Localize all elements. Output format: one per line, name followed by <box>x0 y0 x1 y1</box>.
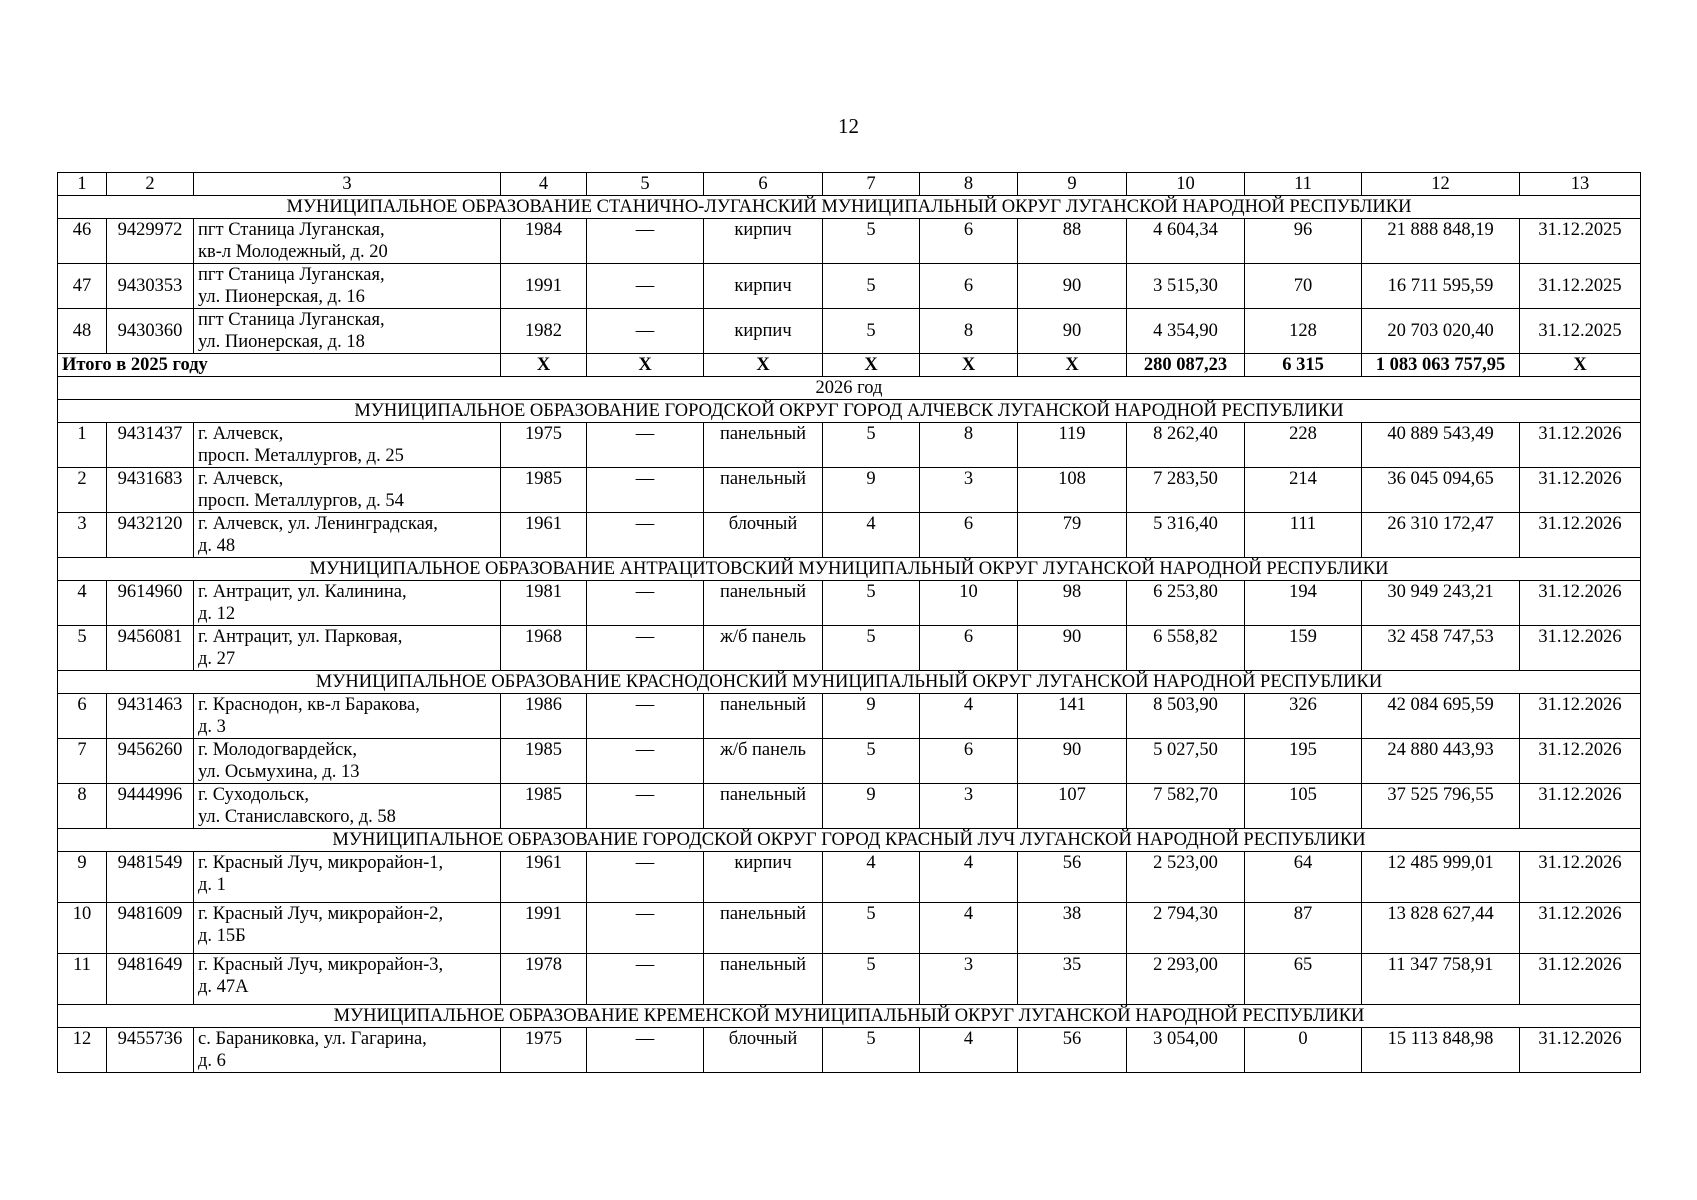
residents: 87 <box>1245 903 1362 954</box>
address-line-2: д. 12 <box>198 604 236 624</box>
section-header-row <box>58 671 1641 694</box>
deadline: 31.12.2026 <box>1520 784 1641 829</box>
entrances: 6 <box>920 264 1018 309</box>
address-line-1: г. Суходольск, <box>198 785 310 805</box>
wall-material: кирпич <box>704 219 823 264</box>
address-line-2: ул. Пионерская, д. 16 <box>198 287 365 307</box>
row-number: 48 <box>58 309 107 354</box>
apartments: 108 <box>1018 468 1127 513</box>
section-title: МУНИЦИПАЛЬНОЕ ОБРАЗОВАНИЕ ГОРОДСКОЙ ОКРУГ ГОРОД АЛЧЕВСК ЛУГАНСКОЙ НАРОДНОЙ РЕСПУБЛИКИ <box>58 400 1641 423</box>
built-year: 1982 <box>501 309 587 354</box>
reconstruction-year: — <box>587 219 704 264</box>
residents: 111 <box>1245 513 1362 558</box>
address <box>194 309 501 354</box>
cost: 36 045 094,65 <box>1362 468 1520 513</box>
reconstruction-year: — <box>587 784 704 829</box>
address-line-2: просп. Металлургов, д. 25 <box>198 446 404 466</box>
address-line-2: ул. Осьмухина, д. 13 <box>198 762 360 782</box>
building-id: 9614960 <box>107 581 194 626</box>
area: 3 054,00 <box>1127 1028 1245 1073</box>
address-line-1: г. Алчевск, <box>198 424 284 444</box>
building-id: 9430353 <box>107 264 194 309</box>
apartments: 88 <box>1018 219 1127 264</box>
total-cell: X <box>587 354 704 377</box>
row-number: 4 <box>58 581 107 626</box>
total-cell: X <box>1520 354 1641 377</box>
address <box>194 513 501 558</box>
deadline: 31.12.2026 <box>1520 903 1641 954</box>
floors: 9 <box>823 784 920 829</box>
column-number: 10 <box>1127 173 1245 196</box>
column-number: 9 <box>1018 173 1127 196</box>
table-row <box>58 626 1641 671</box>
reconstruction-year: — <box>587 694 704 739</box>
residents: 70 <box>1245 264 1362 309</box>
area: 2 794,30 <box>1127 903 1245 954</box>
entrances: 4 <box>920 1028 1018 1073</box>
entrances: 8 <box>920 309 1018 354</box>
row-number: 6 <box>58 694 107 739</box>
wall-material: панельный <box>704 581 823 626</box>
residents: 65 <box>1245 954 1362 1005</box>
apartments: 98 <box>1018 581 1127 626</box>
row-number: 10 <box>58 903 107 954</box>
total-cell: X <box>501 354 587 377</box>
deadline: 31.12.2026 <box>1520 739 1641 784</box>
residents: 214 <box>1245 468 1362 513</box>
reconstruction-year: — <box>587 468 704 513</box>
built-year: 1986 <box>501 694 587 739</box>
total-cell: X <box>920 354 1018 377</box>
address <box>194 903 501 954</box>
table-row <box>58 264 1641 309</box>
table-row <box>58 903 1641 954</box>
residents: 96 <box>1245 219 1362 264</box>
built-year: 1975 <box>501 1028 587 1073</box>
building-id: 9456081 <box>107 626 194 671</box>
floors: 9 <box>823 468 920 513</box>
residents: 0 <box>1245 1028 1362 1073</box>
address-line-1: г. Красный Луч, микрорайон-1, <box>198 853 444 873</box>
deadline: 31.12.2026 <box>1520 626 1641 671</box>
address-line-2: д. 47А <box>198 977 249 997</box>
area: 6 558,82 <box>1127 626 1245 671</box>
address-line-1: г. Алчевск, <box>198 469 284 489</box>
address-line-2: д. 1 <box>198 875 226 895</box>
wall-material: панельный <box>704 423 823 468</box>
apartments: 90 <box>1018 739 1127 784</box>
floors: 5 <box>823 581 920 626</box>
section-title: 2026 год <box>58 377 1641 400</box>
reconstruction-year: — <box>587 903 704 954</box>
address-line-1: пгт Станица Луганская, <box>198 265 385 285</box>
address-line-2: ул. Станиславского, д. 58 <box>198 807 396 827</box>
address-line-2: д. 3 <box>198 717 226 737</box>
building-id: 9456260 <box>107 739 194 784</box>
address-line-1: г. Антрацит, ул. Калинина, <box>198 582 407 602</box>
wall-material: ж/б панель <box>704 739 823 784</box>
table-row <box>58 309 1641 354</box>
floors: 5 <box>823 423 920 468</box>
building-id: 9430360 <box>107 309 194 354</box>
cost: 21 888 848,19 <box>1362 219 1520 264</box>
built-year: 1961 <box>501 852 587 903</box>
apartments: 56 <box>1018 1028 1127 1073</box>
address <box>194 694 501 739</box>
cost: 30 949 243,21 <box>1362 581 1520 626</box>
table-row <box>58 219 1641 264</box>
building-id: 9431683 <box>107 468 194 513</box>
table-row <box>58 784 1641 829</box>
deadline: 31.12.2026 <box>1520 1028 1641 1073</box>
column-number: 11 <box>1245 173 1362 196</box>
area: 4 604,34 <box>1127 219 1245 264</box>
column-number: 3 <box>194 173 501 196</box>
area: 6 253,80 <box>1127 581 1245 626</box>
entrances: 4 <box>920 903 1018 954</box>
column-number: 13 <box>1520 173 1641 196</box>
area: 7 283,50 <box>1127 468 1245 513</box>
column-number-row <box>58 173 1641 196</box>
area: 5 027,50 <box>1127 739 1245 784</box>
table-row <box>58 694 1641 739</box>
row-number: 9 <box>58 852 107 903</box>
building-id: 9429972 <box>107 219 194 264</box>
floors: 5 <box>823 739 920 784</box>
residents: 326 <box>1245 694 1362 739</box>
residents: 64 <box>1245 852 1362 903</box>
row-number: 46 <box>58 219 107 264</box>
section-title: МУНИЦИПАЛЬНОЕ ОБРАЗОВАНИЕ АНТРАЦИТОВСКИЙ МУНИЦИПАЛЬНЫЙ ОКРУГ ЛУГАНСКОЙ НАРОДНОЙ РЕСПУБЛИКИ <box>58 558 1641 581</box>
deadline: 31.12.2025 <box>1520 264 1641 309</box>
section-header-row <box>58 196 1641 219</box>
address <box>194 219 501 264</box>
entrances: 3 <box>920 954 1018 1005</box>
address-line-1: г. Молодогвардейск, <box>198 740 358 760</box>
address-line-1: с. Бараниковка, ул. Гагарина, <box>198 1029 427 1049</box>
cost: 15 113 848,98 <box>1362 1028 1520 1073</box>
row-number: 11 <box>58 954 107 1005</box>
row-number: 7 <box>58 739 107 784</box>
entrances: 6 <box>920 219 1018 264</box>
building-id: 9481609 <box>107 903 194 954</box>
cost: 12 485 999,01 <box>1362 852 1520 903</box>
total-label: Итого в 2025 году <box>58 354 501 377</box>
area: 2 293,00 <box>1127 954 1245 1005</box>
address-line-1: пгт Станица Луганская, <box>198 310 385 330</box>
address-line-1: г. Антрацит, ул. Парковая, <box>198 627 403 647</box>
building-id: 9432120 <box>107 513 194 558</box>
total-cell: 280 087,23 <box>1127 354 1245 377</box>
total-cell: 1 083 063 757,95 <box>1362 354 1520 377</box>
wall-material: панельный <box>704 784 823 829</box>
area: 8 503,90 <box>1127 694 1245 739</box>
column-number: 8 <box>920 173 1018 196</box>
address-line-2: д. 27 <box>198 649 236 669</box>
row-number: 5 <box>58 626 107 671</box>
deadline: 31.12.2026 <box>1520 468 1641 513</box>
apartments: 119 <box>1018 423 1127 468</box>
building-id: 9481549 <box>107 852 194 903</box>
wall-material: блочный <box>704 513 823 558</box>
column-number: 2 <box>107 173 194 196</box>
building-id: 9431437 <box>107 423 194 468</box>
cost: 42 084 695,59 <box>1362 694 1520 739</box>
page-number: 12 <box>838 114 859 138</box>
floors: 5 <box>823 219 920 264</box>
table-row <box>58 513 1641 558</box>
table-row <box>58 581 1641 626</box>
apartments: 90 <box>1018 626 1127 671</box>
address-line-1: г. Краснодон, кв-л Баракова, <box>198 695 420 715</box>
table-body <box>58 173 1641 1073</box>
built-year: 1975 <box>501 423 587 468</box>
row-number: 3 <box>58 513 107 558</box>
table-row <box>58 423 1641 468</box>
reconstruction-year: — <box>587 581 704 626</box>
wall-material: панельный <box>704 694 823 739</box>
reconstruction-year: — <box>587 852 704 903</box>
cost: 37 525 796,55 <box>1362 784 1520 829</box>
deadline: 31.12.2026 <box>1520 954 1641 1005</box>
cost: 40 889 543,49 <box>1362 423 1520 468</box>
reconstruction-year: — <box>587 739 704 784</box>
entrances: 6 <box>920 626 1018 671</box>
address-line-2: д. 48 <box>198 536 236 556</box>
deadline: 31.12.2026 <box>1520 423 1641 468</box>
cost: 16 711 595,59 <box>1362 264 1520 309</box>
building-id: 9455736 <box>107 1028 194 1073</box>
wall-material: блочный <box>704 1028 823 1073</box>
wall-material: панельный <box>704 903 823 954</box>
wall-material: панельный <box>704 954 823 1005</box>
housing-registry-table <box>57 172 1641 1073</box>
total-cell: X <box>1018 354 1127 377</box>
area: 3 515,30 <box>1127 264 1245 309</box>
table-row <box>58 468 1641 513</box>
built-year: 1985 <box>501 784 587 829</box>
column-number: 6 <box>704 173 823 196</box>
reconstruction-year: — <box>587 423 704 468</box>
residents: 128 <box>1245 309 1362 354</box>
cost: 20 703 020,40 <box>1362 309 1520 354</box>
apartments: 90 <box>1018 264 1127 309</box>
building-id: 9431463 <box>107 694 194 739</box>
deadline: 31.12.2026 <box>1520 513 1641 558</box>
row-number: 1 <box>58 423 107 468</box>
apartments: 35 <box>1018 954 1127 1005</box>
table-row <box>58 852 1641 903</box>
wall-material: кирпич <box>704 309 823 354</box>
built-year: 1978 <box>501 954 587 1005</box>
section-title: МУНИЦИПАЛЬНОЕ ОБРАЗОВАНИЕ СТАНИЧНО-ЛУГАНСКИЙ МУНИЦИПАЛЬНЫЙ ОКРУГ ЛУГАНСКОЙ НАРОДНОЙ РЕСПУБЛИКИ <box>58 196 1641 219</box>
address-line-2: кв-л Молодежный, д. 20 <box>198 242 388 262</box>
residents: 105 <box>1245 784 1362 829</box>
floors: 5 <box>823 309 920 354</box>
address <box>194 1028 501 1073</box>
area: 7 582,70 <box>1127 784 1245 829</box>
entrances: 4 <box>920 852 1018 903</box>
floors: 9 <box>823 694 920 739</box>
built-year: 1991 <box>501 264 587 309</box>
apartments: 38 <box>1018 903 1127 954</box>
column-number: 4 <box>501 173 587 196</box>
entrances: 6 <box>920 739 1018 784</box>
cost: 32 458 747,53 <box>1362 626 1520 671</box>
area: 8 262,40 <box>1127 423 1245 468</box>
table-row <box>58 954 1641 1005</box>
deadline: 31.12.2025 <box>1520 309 1641 354</box>
total-cell: 6 315 <box>1245 354 1362 377</box>
address-line-1: г. Красный Луч, микрорайон-2, <box>198 904 444 924</box>
entrances: 10 <box>920 581 1018 626</box>
reconstruction-year: — <box>587 513 704 558</box>
total-row <box>58 354 1641 377</box>
address <box>194 784 501 829</box>
cost: 24 880 443,93 <box>1362 739 1520 784</box>
apartments: 79 <box>1018 513 1127 558</box>
reconstruction-year: — <box>587 309 704 354</box>
table-row <box>58 1028 1641 1073</box>
building-id: 9481649 <box>107 954 194 1005</box>
entrances: 3 <box>920 784 1018 829</box>
wall-material: кирпич <box>704 852 823 903</box>
deadline: 31.12.2026 <box>1520 694 1641 739</box>
floors: 5 <box>823 954 920 1005</box>
section-header-row <box>58 558 1641 581</box>
floors: 5 <box>823 1028 920 1073</box>
built-year: 1985 <box>501 739 587 784</box>
section-title: МУНИЦИПАЛЬНОЕ ОБРАЗОВАНИЕ КРАСНОДОНСКИЙ МУНИЦИПАЛЬНЫЙ ОКРУГ ЛУГАНСКОЙ НАРОДНОЙ РЕСПУБЛИКИ <box>58 671 1641 694</box>
residents: 228 <box>1245 423 1362 468</box>
floors: 5 <box>823 264 920 309</box>
cost: 26 310 172,47 <box>1362 513 1520 558</box>
floors: 4 <box>823 513 920 558</box>
reconstruction-year: — <box>587 264 704 309</box>
floors: 4 <box>823 852 920 903</box>
table-row <box>58 739 1641 784</box>
section-header-row <box>58 829 1641 852</box>
deadline: 31.12.2026 <box>1520 581 1641 626</box>
total-cell: X <box>704 354 823 377</box>
residents: 194 <box>1245 581 1362 626</box>
section-header-row <box>58 400 1641 423</box>
residents: 195 <box>1245 739 1362 784</box>
reconstruction-year: — <box>587 1028 704 1073</box>
address-line-2: д. 15Б <box>198 926 246 946</box>
address <box>194 739 501 784</box>
entrances: 8 <box>920 423 1018 468</box>
address-line-1: пгт Станица Луганская, <box>198 220 385 240</box>
apartments: 141 <box>1018 694 1127 739</box>
column-number: 5 <box>587 173 704 196</box>
address <box>194 581 501 626</box>
residents: 159 <box>1245 626 1362 671</box>
section-header-row <box>58 1005 1641 1028</box>
apartments: 90 <box>1018 309 1127 354</box>
wall-material: ж/б панель <box>704 626 823 671</box>
built-year: 1991 <box>501 903 587 954</box>
reconstruction-year: — <box>587 626 704 671</box>
area: 5 316,40 <box>1127 513 1245 558</box>
cost: 11 347 758,91 <box>1362 954 1520 1005</box>
floors: 5 <box>823 903 920 954</box>
section-title: МУНИЦИПАЛЬНОЕ ОБРАЗОВАНИЕ КРЕМЕНСКОЙ МУНИЦИПАЛЬНЫЙ ОКРУГ ЛУГАНСКОЙ НАРОДНОЙ РЕСПУБЛИКИ <box>58 1005 1641 1028</box>
building-id: 9444996 <box>107 784 194 829</box>
area: 2 523,00 <box>1127 852 1245 903</box>
entrances: 3 <box>920 468 1018 513</box>
address <box>194 468 501 513</box>
apartments: 56 <box>1018 852 1127 903</box>
row-number: 2 <box>58 468 107 513</box>
address-line-2: просп. Металлургов, д. 54 <box>198 491 404 511</box>
total-cell: X <box>823 354 920 377</box>
column-number: 12 <box>1362 173 1520 196</box>
built-year: 1984 <box>501 219 587 264</box>
section-title: МУНИЦИПАЛЬНОЕ ОБРАЗОВАНИЕ ГОРОДСКОЙ ОКРУГ ГОРОД КРАСНЫЙ ЛУЧ ЛУГАНСКОЙ НАРОДНОЙ РЕСПУБЛИКИ <box>58 829 1641 852</box>
entrances: 6 <box>920 513 1018 558</box>
address-line-2: д. 6 <box>198 1051 226 1071</box>
row-number: 12 <box>58 1028 107 1073</box>
address-line-1: г. Красный Луч, микрорайон-3, <box>198 955 444 975</box>
row-number: 8 <box>58 784 107 829</box>
built-year: 1985 <box>501 468 587 513</box>
row-number: 47 <box>58 264 107 309</box>
deadline: 31.12.2026 <box>1520 852 1641 903</box>
address-line-1: г. Алчевск, ул. Ленинградская, <box>198 514 438 534</box>
built-year: 1968 <box>501 626 587 671</box>
entrances: 4 <box>920 694 1018 739</box>
address-line-2: ул. Пионерская, д. 18 <box>198 332 365 352</box>
built-year: 1961 <box>501 513 587 558</box>
address <box>194 852 501 903</box>
address <box>194 264 501 309</box>
wall-material: панельный <box>704 468 823 513</box>
section-header-row <box>58 377 1641 400</box>
area: 4 354,90 <box>1127 309 1245 354</box>
cost: 13 828 627,44 <box>1362 903 1520 954</box>
floors: 5 <box>823 626 920 671</box>
column-number: 7 <box>823 173 920 196</box>
deadline: 31.12.2025 <box>1520 219 1641 264</box>
wall-material: кирпич <box>704 264 823 309</box>
address <box>194 626 501 671</box>
reconstruction-year: — <box>587 954 704 1005</box>
address <box>194 423 501 468</box>
column-number: 1 <box>58 173 107 196</box>
built-year: 1981 <box>501 581 587 626</box>
apartments: 107 <box>1018 784 1127 829</box>
address <box>194 954 501 1005</box>
